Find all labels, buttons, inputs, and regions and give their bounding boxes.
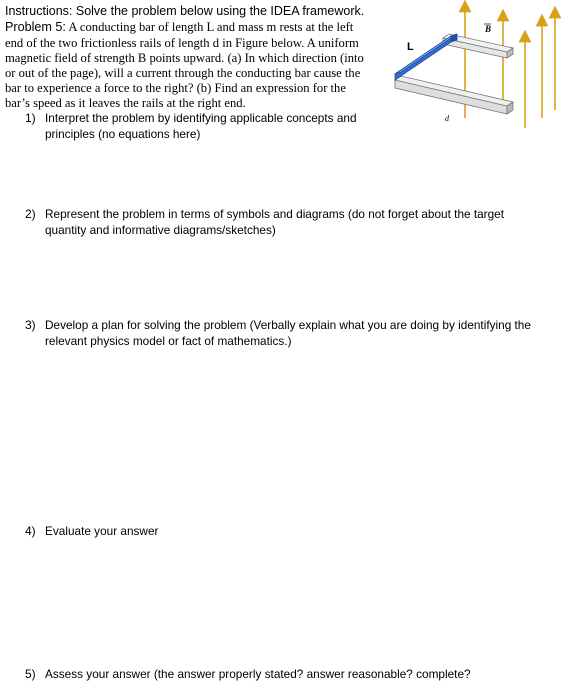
- problem-line-1: [5, 20, 353, 35]
- problem-line-4: or out of the page), will a current through the conducting bar cause the: [5, 66, 361, 80]
- rails-bar-figure: [385, 0, 573, 130]
- question-1-line-1: Interpret the problem by identifying applicable concepts and: [45, 111, 357, 125]
- problem-label: Problem 5:: [5, 20, 66, 34]
- question-5-line-1: Assess your answer (the answer properly stated? answer reasonable? complete?: [45, 667, 471, 681]
- front-rail: [395, 76, 513, 114]
- problem-line-6: bar’s speed as it leaves the rails at the right end.: [5, 96, 246, 110]
- question-3-number: 3): [25, 318, 36, 332]
- question-3-line-2: relevant physics model or fact of mathematics.): [45, 334, 292, 348]
- question-2-line-1: Represent the problem in terms of symbols and diagrams (do not forget about the target: [45, 207, 505, 221]
- question-5-number: 5): [25, 667, 36, 681]
- conducting-bar: [395, 34, 457, 80]
- instructions-text: Instructions: Solve the problem below using the IDEA framework.: [5, 4, 365, 18]
- question-1-number: 1): [25, 111, 36, 125]
- question-1-line-2: principles (no equations here): [45, 127, 201, 141]
- question-2-line-2: quantity and informative diagrams/sketches): [45, 223, 276, 237]
- question-3-line-1: Develop a plan for solving the problem (Verbally explain what you are doing by identifying the: [45, 318, 531, 332]
- problem-line-3: magnetic field of strength B points upward. (a) In which direction (into: [5, 51, 364, 65]
- question-4-line-1: Evaluate your answer: [45, 524, 159, 538]
- problem-line-5: bar to experience a force to the right? (b) Find an expression for the: [5, 81, 346, 95]
- problem-line-2: end of the two frictionless rails of length d in Figure below. A uniform: [5, 36, 359, 50]
- label-B: B: [485, 24, 492, 34]
- problem-text-1: A conducting bar of length L and mass m rests at the left: [65, 20, 354, 34]
- label-d: d: [445, 114, 449, 123]
- label-L: L: [407, 41, 414, 53]
- question-2-number: 2): [25, 207, 36, 221]
- question-4-number: 4): [25, 524, 36, 538]
- field-arrows-front: [525, 12, 555, 128]
